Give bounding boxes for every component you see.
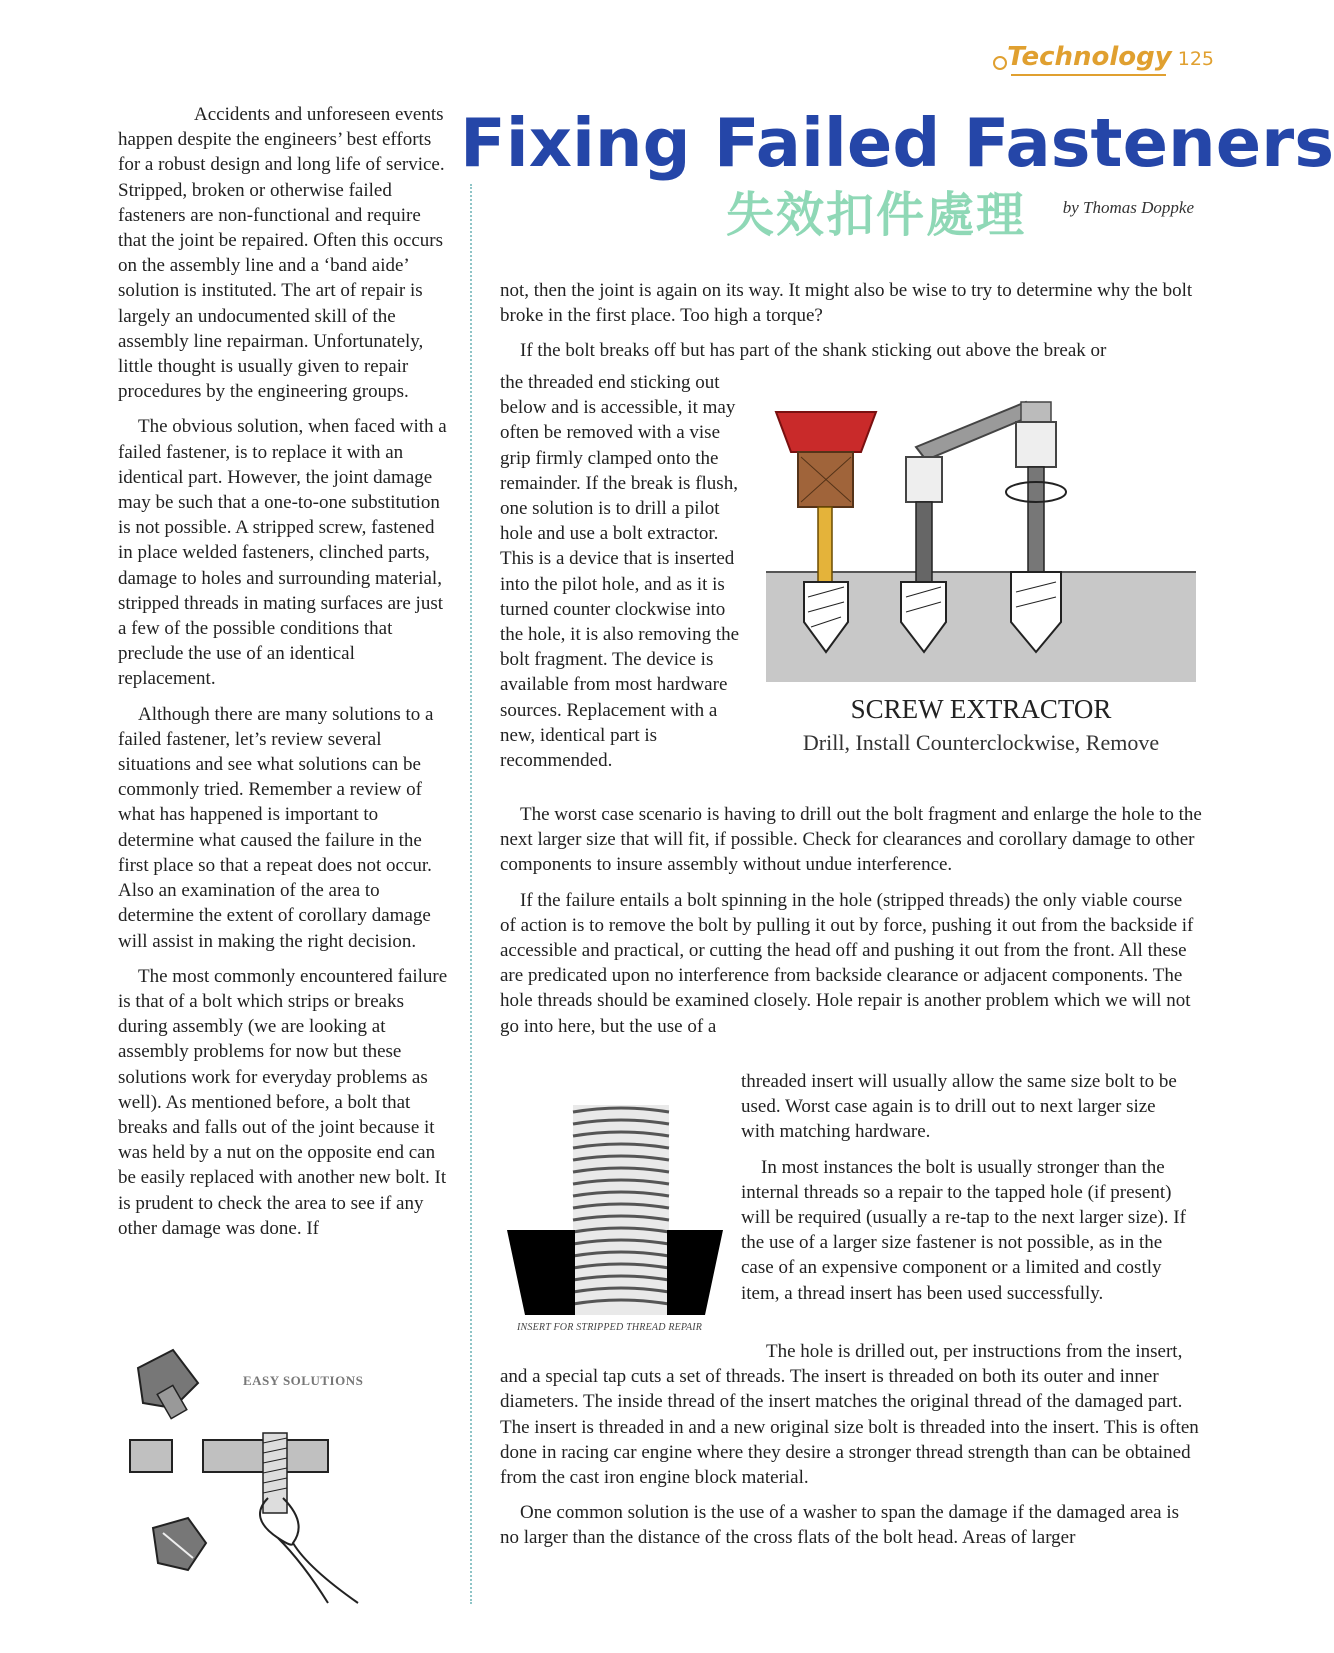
paragraph: The worst case scenario is having to drill out the bolt fragment and enlarge the hole to the next larger size that will fit, if possible. Check for clearances and corollary damage to other components to insure assembly without undue interference. xyxy=(500,804,1202,876)
figure-subtitle: Drill, Install Counterclockwise, Remove xyxy=(802,730,1160,755)
paragraph: Although there are many solutions to a failed fastener, let’s review several situations and see what solutions can be commonly tried. Remember a review of what has happened is important to determine what caused the failure in the first place so that a repeat does not occur. Also an examination of the area to determine the extent of corollary damage will assist in making the right decision. xyxy=(118,703,434,952)
column-divider xyxy=(470,184,472,1604)
article-subtitle-chinese: 失效扣件處理 xyxy=(726,187,1027,243)
section-name: Technology xyxy=(1007,42,1172,72)
bolt-head-icon xyxy=(138,1350,198,1419)
nut-icon xyxy=(153,1518,206,1570)
right-column-middle xyxy=(500,802,1202,1039)
paragraph: The hole is drilled out, per instructions from the insert, and a special tap cuts a set of threads. The insert is threaded on both its outer and inner diameters. The inside thread of the insert matches the original thread of the damaged part. The insert is threaded in and a new original size bolt is threaded into the insert. This is often done in racing car engine where they desire a stronger thread strength than can be obtained from the cast iron engine block material. xyxy=(500,1341,1199,1489)
right-column-bottom xyxy=(500,1339,1202,1561)
paragraph: If the failure entails a bolt spinning in the hole (stripped threads) the only viable course of action is to remove the bolt by pulling it out by force, pushing it out from the backside if accessible and practical, or cutting the head off and pushing it out from the front. All these are predicated upon no interference from backside clearance or adjacent components. The hole threads should be examined closely. Hole repair is another problem which we will not go into here, but the use of a xyxy=(500,889,1194,1037)
plate-left xyxy=(130,1440,172,1472)
paragraph: In most instances the bolt is usually stronger than the internal threads so a repair to the tapped hole (if present) will be required (usually a re-tap to the next larger size). If the use of a larger size fastener is not possible, as in the case of an expensive component or a limited and costly item, a thread insert has been used successfully. xyxy=(741,1156,1186,1304)
paragraph: threaded insert will usually allow the same size bolt to be used. Worst case again is to drill out to next larger size with matching hardware. xyxy=(741,1071,1177,1143)
right-column-narrow xyxy=(500,370,750,783)
paragraph: Accidents and unforeseen events happen despite the engineers’ best efforts for a robust design and long life of service. Stripped, broken or otherwise failed fasteners are non-functional and require that the joint be repaired. Often this occurs on the assembly line and a ‘band aide’ solution is instituted. The art of repair is largely an undocumented skill of the assembly line repairman. Unfortunately, little thought is usually given to repair procedures by the engineering groups. xyxy=(118,104,445,403)
paragraph: One common solution is the use of a washer to span the damage if the damaged area is no larger than the distance of the cross flats of the bolt head. Areas of larger xyxy=(500,1502,1179,1549)
figure-title: SCREW EXTRACTOR xyxy=(850,694,1112,724)
page-number: 125 xyxy=(1177,48,1214,70)
section-ornament-icon xyxy=(993,56,1007,70)
right-column-beside-insert xyxy=(741,1069,1191,1316)
extractor-remove-icon xyxy=(1006,402,1066,652)
figure-caption: INSERT FOR STRIPPED THREAD REPAIR xyxy=(517,1322,703,1333)
paragraph: the threaded end sticking out below and is accessible, it may often be removed with a vise grip firmly clamped onto the remainder. If the break is flush, one solution is to drill a pilot hole and use a bolt extractor. This is a device that is inserted into the pilot hole, and as it is turned counter clockwise into the hole, it is also removing the bolt fragment. The device is available from most hardware sources. Replacement with a new, identical part is recommended. xyxy=(500,372,740,772)
right-column-top xyxy=(500,278,1202,364)
left-column xyxy=(118,102,452,1251)
section-underline xyxy=(1011,74,1166,76)
paragraph: not, then the joint is again on its way. It might also be wise to try to determine why the bolt broke in the first place. Too high a torque? xyxy=(500,280,1193,327)
article-title: Fixing Failed Fasteners xyxy=(460,104,1334,182)
thread-insert-illustration xyxy=(505,1100,725,1325)
paragraph: If the bolt breaks off but has part of the shank sticking out above the break or xyxy=(520,340,1107,362)
section-tag xyxy=(1007,42,1214,72)
byline: by Thomas Doppke xyxy=(1062,198,1194,217)
screw-extractor-illustration xyxy=(766,402,1196,692)
figure-caption: EASY SOLUTIONS xyxy=(243,1373,364,1388)
paragraph: The obvious solution, when faced with a failed fastener, is to replace it with an identical part. However, the joint damage may be such that a one-to-one substitution is not possible. A stripped screw, fastened in place welded fasteners, clinched parts, damage to holes and surrounding material, stripped threads in mating surfaces are just a few of the possible conditions that preclude the use of an identical replacement. xyxy=(118,416,447,690)
paragraph: The most commonly encountered failure is that of a bolt which strips or breaks during assembly (we are looking at assembly problems for now but these solutions work for everyday problems as well). As mentioned before, a bolt that breaks and falls out of the joint because it was held by a nut on the opposite end can be easily replaced with another new bolt. It is prudent to check the area to see if any other damage was done. If xyxy=(118,965,448,1239)
stud-icon xyxy=(263,1433,287,1513)
